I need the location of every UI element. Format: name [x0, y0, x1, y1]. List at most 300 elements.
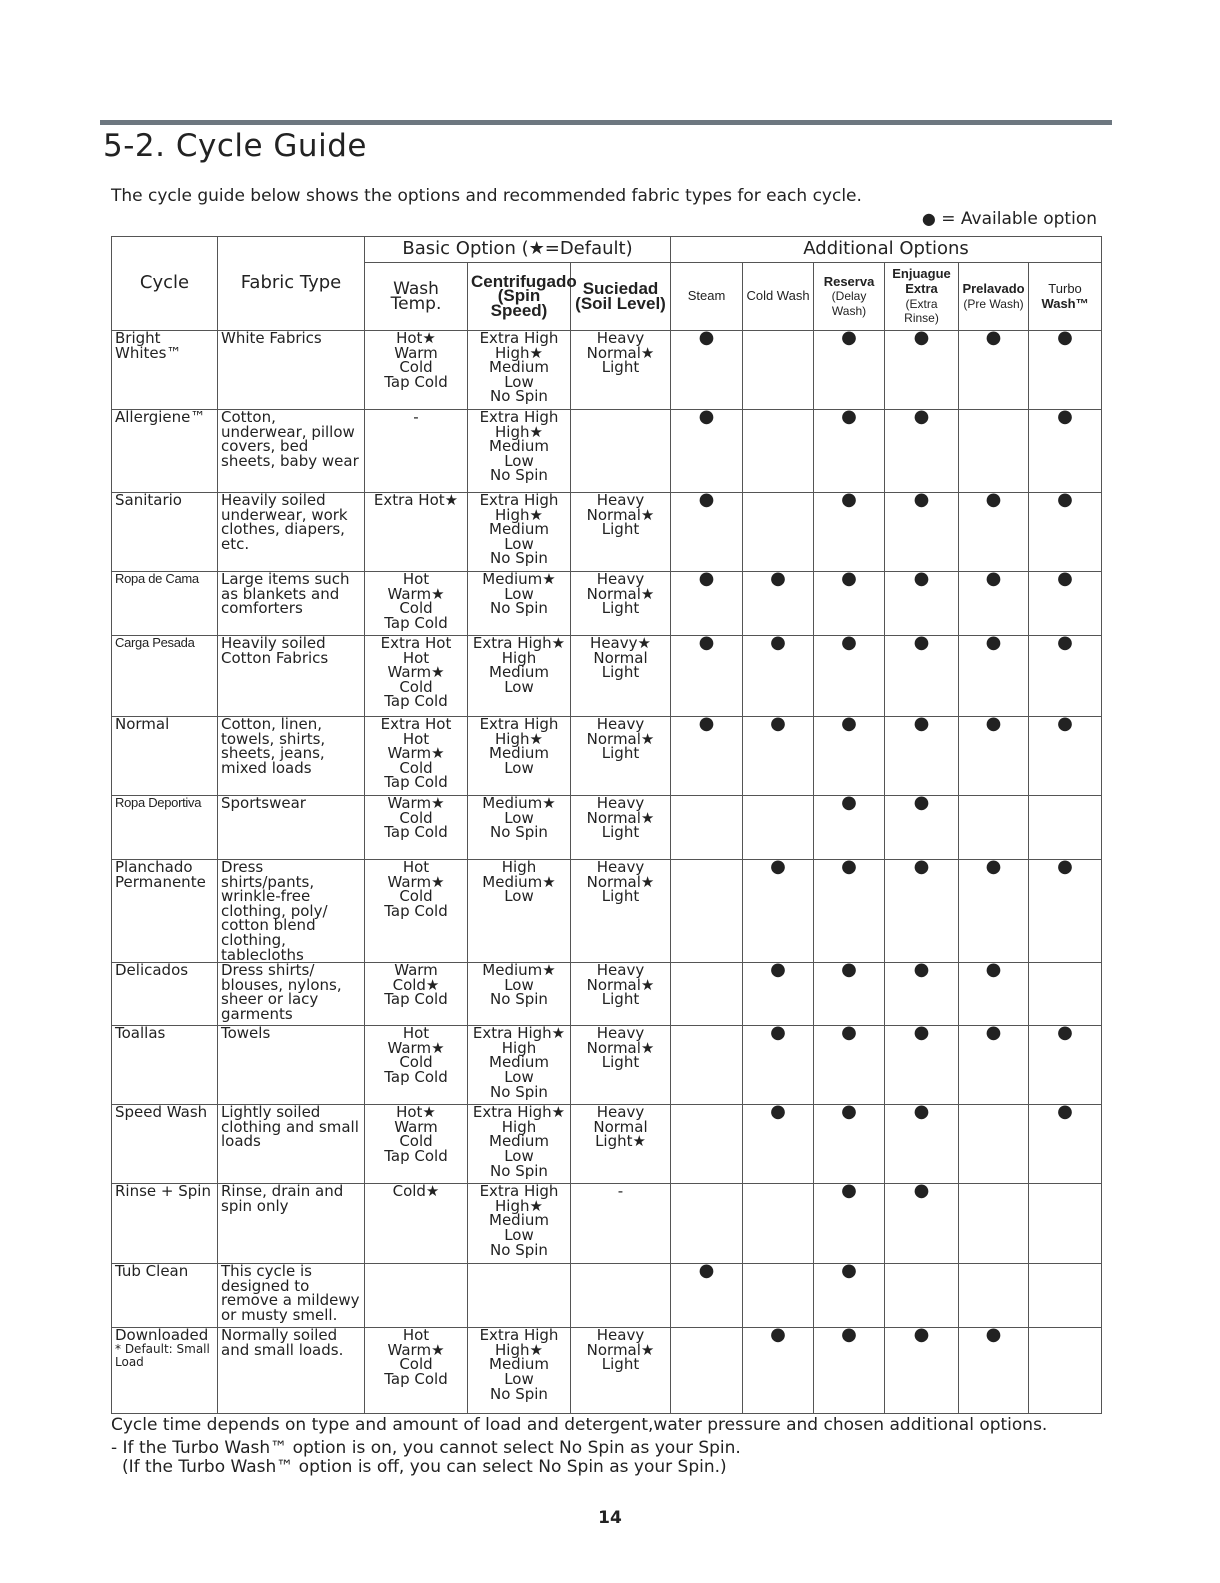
delay-wash-availability: [814, 1180, 885, 1264]
available-dot-icon: ●: [841, 489, 857, 510]
option-value: Hot★: [396, 329, 436, 347]
option-value: Normal★: [586, 1038, 655, 1057]
available-dot-icon: ●: [1057, 568, 1073, 589]
option-value: Warm★: [387, 584, 445, 603]
cold-wash-availability: [743, 1184, 814, 1264]
extra-rinse-availability: [885, 959, 959, 1026]
available-dot-icon: ●: [698, 489, 715, 510]
delay-wash-availability: [814, 1022, 885, 1105]
spin-speed-options: [468, 572, 571, 636]
cold-wash-availability: [743, 1324, 814, 1414]
soil-level-options: [571, 860, 671, 963]
option-value: Hot: [402, 729, 430, 748]
option-value: Light: [601, 887, 640, 906]
option-value: Tap Cold: [384, 1146, 448, 1165]
wash-temp-options: [365, 717, 468, 796]
delay-wash-availability: [814, 959, 885, 1026]
spin-speed-options: [468, 331, 571, 410]
delay-wash-availability: [814, 1324, 885, 1414]
pre-wash-availability: [959, 1264, 1029, 1328]
available-dot-icon: ●: [841, 406, 857, 427]
available-dot-icon: ●: [985, 632, 1002, 653]
option-value: Light: [601, 358, 640, 377]
option-value: Extra Hot★: [373, 491, 459, 509]
cold-wash-availability: [743, 410, 814, 493]
turbo-wash-availability: [1029, 568, 1102, 636]
available-dot-icon: ●: [841, 792, 857, 813]
cycle-name-text: Carga Pesada: [115, 635, 195, 650]
soil-level-options: [571, 1105, 671, 1184]
available-dot-icon: ●: [985, 856, 1002, 877]
available-dot-icon: ●: [698, 1260, 715, 1282]
option-value: No Spin: [490, 549, 548, 568]
spin-speed-options: [468, 1026, 571, 1105]
soil-level-options: [571, 636, 671, 717]
fabric-type: White Fabrics: [218, 331, 365, 410]
wash-temp-options: [365, 410, 468, 493]
header-pre-wash: [959, 263, 1029, 331]
available-dot-icon: ●: [1057, 856, 1073, 877]
option-value: Medium: [489, 1132, 549, 1151]
option-value: Light: [601, 1355, 640, 1374]
steam-availability: [671, 1260, 743, 1328]
spin-speed-options: [468, 1264, 571, 1328]
option-value: Extra High: [479, 491, 559, 509]
option-value: Heavy★: [590, 634, 651, 652]
option-value: Tap Cold: [384, 901, 448, 920]
extra-rinse-availability: [885, 1022, 959, 1105]
turbo-wash-availability: [1029, 1184, 1102, 1264]
available-dot-icon: ●: [841, 959, 857, 981]
option-value: Cold: [399, 358, 433, 377]
steam-availability: [671, 632, 743, 717]
cycle-name: [112, 860, 218, 963]
delay-wash-availability: [814, 713, 885, 796]
option-value: Heavy: [596, 794, 645, 812]
turbo-wash-availability: [1029, 856, 1102, 963]
option-value: Low: [504, 677, 534, 696]
pre-wash-availability: [959, 1324, 1029, 1414]
fabric-type: This cycle is designed to remove a mildewy or musty smell.: [218, 1264, 365, 1328]
available-dot-icon: ●: [913, 1180, 930, 1202]
header-fabric-type: Fabric Type: [218, 237, 365, 331]
option-value: Normal★: [586, 808, 655, 827]
spin-speed-options: [468, 796, 571, 860]
option-value: Low: [504, 758, 534, 777]
table-row: [112, 1328, 1102, 1414]
turbo-wash-availability: [1029, 1022, 1102, 1105]
option-value: Warm★: [387, 663, 445, 682]
available-dot-icon: ●: [698, 632, 715, 653]
header-soil-line1: Suciedad: [582, 278, 659, 298]
option-value: High: [501, 858, 537, 876]
option-value: Extra High★: [472, 1103, 566, 1122]
steam-availability: [671, 713, 743, 796]
table-row: [112, 796, 1102, 860]
table-row: [112, 410, 1102, 493]
title-rule: [100, 120, 1112, 125]
option-value: Hot: [402, 1326, 430, 1345]
option-value: Medium: [489, 1053, 549, 1072]
soil-level-options: [571, 1328, 671, 1414]
delay-wash-availability: [814, 1260, 885, 1328]
cycle-rows: [112, 327, 1102, 1414]
option-value: Tap Cold: [384, 692, 448, 711]
extra-rinse-availability: [885, 489, 959, 572]
option-value: Heavy: [596, 1024, 645, 1043]
cold-wash-availability: [743, 1264, 814, 1328]
option-value: High★: [495, 729, 543, 748]
option-value: Light: [601, 599, 640, 618]
pre-wash-availability: [959, 632, 1029, 717]
header-wash-temp-line2: Temp.: [390, 293, 442, 314]
cycle-name-text: Downloaded: [115, 1326, 209, 1345]
option-value: Low: [504, 1146, 534, 1165]
cycle-name-text: Planchado Permanente: [115, 858, 206, 891]
cycle-note: * Default: Small Load: [115, 1341, 210, 1369]
available-dot-icon: ●: [985, 1022, 1002, 1044]
header-turbo-line1: Turbo: [1048, 280, 1082, 296]
turbo-wash-availability: [1029, 963, 1102, 1026]
spin-speed-options: [468, 410, 571, 493]
soil-level-options: [571, 331, 671, 410]
wash-temp-options: [365, 572, 468, 636]
fabric-type: Dress shirts/ blouses, nylons, sheer or lacy garments: [218, 963, 365, 1026]
option-value: Light: [601, 520, 640, 539]
cold-wash-availability: [743, 632, 814, 717]
option-value: No Spin: [490, 387, 548, 406]
available-dot-icon: ●: [770, 632, 786, 653]
option-value: Medium★: [482, 872, 556, 891]
spin-speed-options: [468, 717, 571, 796]
option-value: Cold: [399, 1355, 433, 1374]
option-value: Medium: [489, 520, 549, 539]
available-dot-icon: ●: [1057, 327, 1073, 348]
steam-availability: [671, 406, 743, 493]
cold-wash-availability: [743, 1101, 814, 1184]
spin-speed-options: [468, 860, 571, 963]
available-dot-icon: ●: [913, 713, 930, 734]
available-dot-icon: ●: [770, 1324, 786, 1346]
available-dot-icon: ●: [770, 1022, 786, 1044]
pre-wash-availability: [959, 959, 1029, 1026]
available-dot-icon: ●: [985, 327, 1002, 348]
delay-wash-availability: [814, 792, 885, 860]
available-dot-icon: ●: [913, 327, 930, 348]
pre-wash-availability: [959, 410, 1029, 493]
available-dot-icon: ●: [1057, 713, 1073, 734]
available-dot-icon: ●: [841, 327, 857, 348]
header-prewash-line2: (Pre Wash): [963, 296, 1024, 311]
option-value: Warm: [394, 343, 438, 362]
option-value: No Spin: [490, 1240, 548, 1259]
cold-wash-availability: [743, 796, 814, 860]
option-value: Light★: [595, 1132, 646, 1151]
extra-rinse-availability: [885, 1180, 959, 1264]
available-dot-icon: ●: [1057, 1101, 1073, 1123]
table-row: [112, 572, 1102, 636]
extra-rinse-availability: [885, 568, 959, 636]
extra-rinse-availability: [885, 713, 959, 796]
option-value: High★: [495, 422, 543, 441]
option-value: Extra Hot: [380, 634, 452, 652]
option-value: Tap Cold: [384, 613, 448, 632]
table-row: [112, 860, 1102, 963]
option-value: Extra Hot: [380, 715, 452, 733]
option-value: Hot: [402, 648, 430, 667]
steam-availability: [671, 568, 743, 636]
option-value: Warm: [394, 1117, 438, 1136]
delay-wash-availability: [814, 632, 885, 717]
cycle-name-text: Sanitario: [115, 491, 182, 509]
cycle-name-text: Rinse + Spin: [115, 1182, 211, 1201]
header-turbo-wash: [1029, 263, 1102, 331]
cycle-name-text: Ropa de Cama: [115, 571, 199, 586]
available-dot-icon: ●: [913, 792, 930, 813]
wash-temp-options: [365, 493, 468, 572]
soil-level-options: [571, 493, 671, 572]
option-value: Normal: [593, 1117, 648, 1136]
available-dot-icon: ●: [913, 959, 930, 981]
option-value: Low: [504, 887, 534, 906]
header-delay-line1: Reserva: [823, 273, 875, 289]
option-value: Tap Cold: [384, 823, 448, 842]
wash-temp-options: [365, 1328, 468, 1414]
table-row: [112, 636, 1102, 717]
soil-level-options: [571, 1026, 671, 1105]
option-value: No Spin: [490, 466, 548, 485]
steam-availability: [671, 1328, 743, 1414]
available-dot-icon: ●: [841, 632, 857, 653]
page-number: 14: [598, 1508, 622, 1528]
option-value: Medium★: [482, 961, 556, 980]
pre-wash-availability: [959, 796, 1029, 860]
spin-speed-options: [468, 963, 571, 1026]
header-rinse-line3: (Extra Rinse): [904, 296, 939, 326]
soil-level-options: [571, 1264, 671, 1328]
available-dot-icon: ●: [913, 1022, 930, 1044]
wash-temp-options: [365, 1105, 468, 1184]
option-value: Cold: [399, 599, 433, 618]
option-value: Light: [601, 744, 640, 763]
header-wash-temp: [365, 263, 468, 331]
option-value: No Spin: [490, 990, 548, 1009]
header-spin-speed: [468, 263, 577, 331]
wash-temp-options: [365, 331, 468, 410]
spin-speed-options: [468, 1328, 571, 1414]
option-value: Light: [601, 1053, 640, 1072]
available-dot-icon: ●: [1057, 632, 1073, 653]
header-additional-options: Additional Options: [671, 237, 1102, 263]
delay-wash-availability: [814, 1101, 885, 1184]
option-value: -: [413, 408, 419, 426]
header-delay-line2: (Delay Wash): [831, 289, 867, 318]
cycle-name: [112, 1328, 218, 1414]
turbo-wash-availability: [1029, 1264, 1102, 1328]
cold-wash-availability: [743, 856, 814, 963]
header-spin-line2: (Spin Speed): [490, 286, 548, 320]
cold-wash-availability: [743, 1022, 814, 1105]
available-dot-icon: ●: [770, 856, 786, 877]
cycle-name: [112, 572, 218, 636]
available-dot-icon: ●: [841, 1260, 857, 1282]
option-value: Tap Cold: [384, 1067, 448, 1086]
table-row: [112, 493, 1102, 572]
option-value: Hot★: [396, 1103, 436, 1122]
soil-level-options: [571, 1184, 671, 1264]
option-value: Low: [504, 451, 534, 470]
cycle-name: [112, 1264, 218, 1328]
turbo-wash-availability: [1029, 1101, 1102, 1184]
option-value: Heavy: [596, 570, 645, 588]
option-value: Warm★: [387, 794, 445, 812]
available-dot-icon: ●: [913, 1101, 930, 1123]
header-delay-wash: [814, 263, 885, 331]
extra-rinse-availability: [885, 1101, 959, 1184]
option-value: Light: [601, 990, 640, 1009]
option-value: Low: [504, 1225, 534, 1244]
option-value: Heavy: [596, 961, 645, 980]
cycle-name-text: Bright Whites™: [115, 329, 182, 362]
option-value: Low: [504, 975, 534, 994]
available-dot-icon: ●: [841, 568, 857, 589]
cycle-name: [112, 636, 218, 717]
option-value: Medium: [489, 744, 549, 763]
option-value: Extra High★: [472, 634, 566, 652]
option-value: Low: [504, 808, 534, 827]
available-dot-icon: ●: [841, 1324, 857, 1346]
wash-temp-options: [365, 1026, 468, 1105]
wash-temp-options: [365, 1264, 468, 1328]
extra-rinse-availability: [885, 1264, 959, 1328]
option-value: Low: [504, 1067, 534, 1086]
option-value: Tap Cold: [384, 990, 448, 1009]
spin-speed-options: [468, 1105, 571, 1184]
cycle-name-text: Normal: [115, 715, 170, 733]
available-dot-icon: ●: [841, 1022, 857, 1044]
option-value: Normal★: [586, 729, 655, 748]
table-row: [112, 963, 1102, 1026]
option-value: Warm: [394, 961, 438, 980]
cycle-name: [112, 717, 218, 796]
soil-level-options: [571, 796, 671, 860]
delay-wash-availability: [814, 406, 885, 493]
option-value: Low: [504, 372, 534, 391]
available-dot-icon: ●: [698, 327, 715, 348]
cold-wash-availability: [743, 568, 814, 636]
option-value: Heavy: [596, 1326, 645, 1345]
option-value: Cold: [399, 887, 433, 906]
option-value: Heavy: [596, 715, 645, 733]
option-value: High: [501, 1117, 537, 1136]
option-value: -: [617, 1182, 624, 1201]
option-value: No Spin: [490, 1082, 548, 1101]
option-value: Normal★: [586, 505, 655, 524]
header-soil-level: [571, 263, 671, 331]
option-value: Normal★: [586, 1340, 655, 1359]
option-value: Hot: [402, 570, 430, 588]
header-rinse-line2: Extra: [905, 280, 938, 296]
option-value: Warm★: [387, 1038, 445, 1057]
option-value: Light: [601, 663, 640, 682]
footer-note-turbo-on: - If the Turbo Wash™ option is on, you cannot select No Spin as your Spin.: [111, 1438, 741, 1458]
available-dot-icon: ●: [770, 1101, 786, 1123]
option-value: Medium: [489, 358, 549, 377]
option-value: Hot: [402, 1024, 430, 1043]
available-dot-icon: ●: [985, 489, 1002, 510]
table-row: [112, 331, 1102, 410]
fabric-type: Cotton, linen, towels, shirts, sheets, jeans, mixed loads: [218, 717, 365, 796]
wash-temp-options: [365, 963, 468, 1026]
table-row: [112, 1105, 1102, 1184]
pre-wash-availability: [959, 568, 1029, 636]
available-dot-icon: ●: [985, 713, 1002, 734]
option-value: Extra High★: [472, 1024, 566, 1043]
steam-availability: [671, 1105, 743, 1184]
soil-level-options: [571, 963, 671, 1026]
option-value: High: [501, 1038, 537, 1057]
option-value: No Spin: [490, 1161, 548, 1180]
available-dot-icon: ●: [770, 959, 786, 981]
option-value: Tap Cold: [384, 372, 448, 391]
header-rinse-line1: Enjuague: [892, 266, 951, 282]
available-dot-icon: ●: [1057, 489, 1073, 510]
table-row: [112, 1026, 1102, 1105]
cycle-name: [112, 331, 218, 410]
available-dot-icon: ●: [841, 1180, 857, 1202]
spin-speed-options: [468, 1184, 571, 1264]
option-value: Medium: [489, 663, 549, 682]
table-row: [112, 717, 1102, 796]
option-value: Low: [504, 534, 534, 553]
available-dot-icon: ●: [770, 568, 786, 589]
turbo-wash-availability: [1029, 713, 1102, 796]
available-dot-icon: ●: [1057, 406, 1073, 427]
wash-temp-options: [365, 1184, 468, 1264]
cycle-name-text: Tub Clean: [115, 1262, 189, 1281]
wash-temp-options: [365, 636, 468, 717]
option-value: Normal★: [586, 584, 655, 603]
fabric-type: Cotton, underwear, pillow covers, bed sheets, baby wear: [218, 410, 365, 493]
option-value: Warm★: [387, 744, 445, 763]
cycle-name: [112, 1026, 218, 1105]
turbo-wash-availability: [1029, 632, 1102, 717]
steam-availability: [671, 1184, 743, 1264]
spin-speed-options: [468, 493, 571, 572]
option-value: Cold: [399, 677, 433, 696]
option-value: Medium: [489, 1355, 549, 1374]
option-value: Warm★: [387, 872, 445, 891]
extra-rinse-availability: [885, 632, 959, 717]
available-dot-icon: ●: [913, 489, 930, 510]
available-dot-icon: ●: [770, 713, 786, 734]
available-dot-icon: ●: [698, 568, 715, 589]
available-dot-icon: ●: [1057, 1022, 1073, 1044]
steam-availability: [671, 489, 743, 572]
option-value: Cold: [399, 808, 433, 827]
steam-availability: [671, 796, 743, 860]
option-value: Extra High: [479, 1182, 559, 1201]
option-value: Normal★: [586, 975, 655, 994]
header-cold-wash: Cold Wash: [743, 263, 814, 331]
option-value: Warm★: [387, 1340, 445, 1359]
option-value: High★: [495, 505, 543, 524]
option-value: Tap Cold: [384, 1369, 448, 1388]
option-value: Tap Cold: [384, 773, 448, 792]
header-basic-options: Basic Option (★=Default): [365, 237, 671, 263]
wash-temp-options: [365, 796, 468, 860]
fabric-type: Towels: [218, 1026, 365, 1105]
